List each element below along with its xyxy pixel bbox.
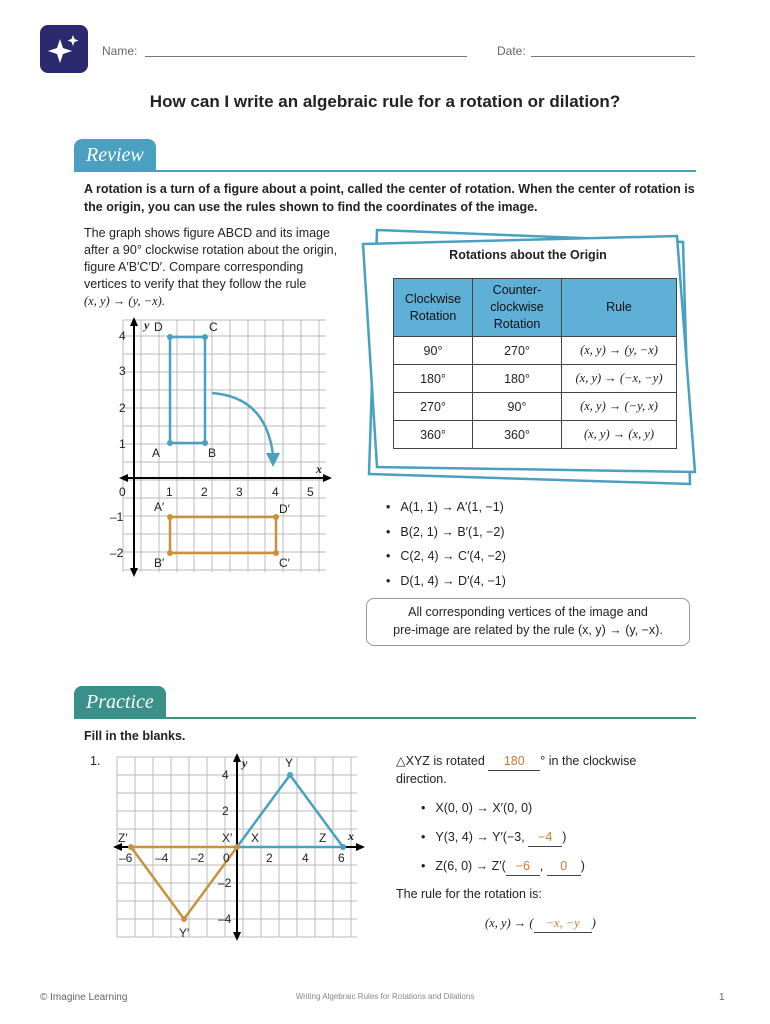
x-tick: –6 bbox=[119, 851, 133, 865]
list-item: X(0, 0) → X′(0, 0) bbox=[435, 801, 533, 815]
y-tick: 2 bbox=[222, 804, 229, 818]
x-tick: –4 bbox=[155, 851, 169, 865]
rule-text: (x, y) → ( bbox=[485, 916, 534, 930]
table-cell: 180° bbox=[394, 365, 473, 393]
practice-graph bbox=[112, 752, 367, 942]
note-line: pre-image are related by the rule (x, y) → (y, −x). bbox=[393, 623, 663, 637]
answer-rotation-degrees[interactable]: 180 bbox=[488, 753, 540, 771]
page-number: 1 bbox=[719, 992, 725, 1003]
list-item: • C(2, 4) → C′(4, −2) bbox=[386, 549, 506, 574]
footer-title: Writing Algebraic Rules for Rotations and Dilations bbox=[295, 992, 475, 1001]
table-cell: (x, y) → (x, y) bbox=[562, 421, 677, 449]
practice-item-y: • Y(3, 4) → Y′(−3, −4 ) bbox=[421, 829, 566, 847]
table-header: Counter-clockwise Rotation bbox=[473, 279, 562, 337]
note-line: All corresponding vertices of the image and bbox=[408, 605, 648, 619]
y-tick: 1 bbox=[119, 437, 126, 451]
rotations-table bbox=[393, 278, 677, 449]
table-title: Rotations about the Origin bbox=[449, 248, 607, 262]
question-number: 1. bbox=[90, 754, 101, 768]
table-cell: (x, y) → (−x, −y) bbox=[562, 365, 677, 393]
rule-prompt: The rule for the rotation is: bbox=[396, 887, 542, 901]
vertex-label-a-prime: A′ bbox=[154, 500, 165, 514]
rule-text: ) bbox=[591, 916, 596, 930]
question-text: △XYZ is rotated bbox=[396, 754, 485, 768]
table-header: Rule bbox=[562, 279, 677, 337]
answer-z-prime-x[interactable]: −6 bbox=[506, 858, 540, 876]
table-cell: 270° bbox=[473, 337, 562, 365]
graph-text-line: after a 90° clockwise rotation about the origin, bbox=[84, 243, 338, 257]
table-cell: 360° bbox=[394, 421, 473, 449]
name-field[interactable] bbox=[145, 44, 467, 57]
practice-tab: Practice bbox=[74, 686, 166, 718]
y-axis-label: y bbox=[242, 756, 248, 770]
x-tick: 0 bbox=[223, 851, 230, 865]
vertex-label-x: X bbox=[251, 831, 260, 845]
vertex-label-d: D bbox=[154, 320, 163, 334]
rotation-arrow bbox=[212, 393, 273, 455]
table-cell: 90° bbox=[473, 393, 562, 421]
x-tick: 4 bbox=[272, 485, 279, 499]
x-axis-label: x bbox=[316, 462, 322, 476]
item-text: , bbox=[539, 859, 544, 873]
vertex-label-d-prime: D′ bbox=[279, 502, 290, 516]
x-tick: 5 bbox=[307, 485, 314, 499]
vertex-label-c-prime: C′ bbox=[279, 556, 290, 570]
item-text: Z(6, 0) → Z′( bbox=[435, 859, 506, 873]
x-tick: 2 bbox=[201, 485, 208, 499]
y-tick: –4 bbox=[218, 912, 232, 926]
answer-z-prime-y[interactable]: 0 bbox=[547, 858, 581, 876]
vertex-label-a: A bbox=[152, 446, 161, 460]
vertex-label-x-prime: X′ bbox=[222, 831, 233, 845]
table-cell: 360° bbox=[473, 421, 562, 449]
y-tick: –1 bbox=[110, 510, 124, 524]
practice-divider bbox=[74, 717, 696, 719]
table-header: Clockwise Rotation bbox=[394, 279, 473, 337]
figure-abcd-image bbox=[170, 517, 276, 553]
vertex-label-z-prime: Z′ bbox=[118, 831, 128, 845]
y-tick: –2 bbox=[110, 546, 124, 560]
table-cell: 270° bbox=[394, 393, 473, 421]
footer-brand: © Imagine Learning bbox=[40, 992, 128, 1003]
y-tick: 3 bbox=[119, 364, 126, 378]
vertex-label-b: B bbox=[208, 446, 217, 460]
question-prompt bbox=[396, 753, 696, 788]
table-row bbox=[394, 365, 677, 393]
question-text: direction. bbox=[396, 772, 447, 786]
review-intro: A rotation is a turn of a figure about a point, called the center of rotation. When the center of rotation is the origin, you can use the rules shown to find the coordinates of the image. bbox=[84, 182, 695, 214]
answer-y-prime[interactable]: −4 bbox=[528, 829, 562, 847]
x-tick: –2 bbox=[191, 851, 205, 865]
vertex-label-c: C bbox=[209, 320, 218, 334]
y-tick: –2 bbox=[218, 876, 232, 890]
table-row bbox=[394, 337, 677, 365]
item-text: ) bbox=[562, 830, 567, 844]
x-tick: 2 bbox=[266, 851, 273, 865]
y-tick: 4 bbox=[222, 768, 229, 782]
table-cell: 180° bbox=[473, 365, 562, 393]
x-tick: 6 bbox=[338, 851, 345, 865]
table-row bbox=[394, 421, 677, 449]
vertex-label-b-prime: B′ bbox=[154, 556, 165, 570]
name-label: Name: bbox=[102, 44, 138, 58]
date-field[interactable] bbox=[531, 44, 695, 57]
table-cell: (x, y) → (−y, x) bbox=[562, 393, 677, 421]
item-text: Y(3, 4) → Y′(−3, bbox=[435, 830, 525, 844]
vertex-label-y: Y bbox=[285, 756, 294, 770]
list-item: • B(2, 1) → B′(1, −2) bbox=[386, 525, 506, 550]
graph-text-line: The graph shows figure ABCD and its image bbox=[84, 226, 330, 240]
list-item: • A(1, 1) → A′(1, −1) bbox=[386, 500, 506, 525]
practice-item-z: • Z(6, 0) → Z′( −6 , 0 ) bbox=[421, 858, 585, 876]
y-axis-label: y bbox=[144, 318, 150, 332]
x-tick: 4 bbox=[302, 851, 309, 865]
y-tick: 4 bbox=[119, 329, 126, 343]
rule-answer-line bbox=[485, 915, 596, 933]
review-graph bbox=[108, 315, 333, 580]
review-graph-text bbox=[84, 225, 374, 310]
y-tick: 2 bbox=[119, 401, 126, 415]
x-tick: 0 bbox=[119, 485, 126, 499]
vertex-label-y-prime: Y′ bbox=[179, 926, 190, 940]
answer-rule[interactable]: −x, −y bbox=[534, 915, 592, 933]
practice-item-x: • X(0, 0) → X′(0, 0) bbox=[421, 801, 533, 815]
date-label: Date: bbox=[497, 44, 526, 58]
table-cell: (x, y) → (y, −x) bbox=[562, 337, 677, 365]
vertex-label-z: Z bbox=[319, 831, 327, 845]
x-tick: 3 bbox=[236, 485, 243, 499]
graph-rule-text: (x, y) → (y, −x). bbox=[84, 294, 165, 308]
practice-instruction: Fill in the blanks. bbox=[84, 729, 186, 743]
table-row bbox=[394, 393, 677, 421]
graph-text-line: figure A′B′C′D′. Compare corresponding bbox=[84, 260, 304, 274]
x-axis-label: x bbox=[348, 829, 354, 843]
x-tick: 1 bbox=[166, 485, 173, 499]
sparkle-icon bbox=[40, 25, 88, 73]
item-text: ) bbox=[580, 859, 585, 873]
graph-text-line: vertices to verify that they follow the rule bbox=[84, 277, 307, 291]
page-title: How can I write an algebraic rule for a rotation or dilation? bbox=[149, 92, 621, 111]
table-cell: 90° bbox=[394, 337, 473, 365]
vertex-list bbox=[386, 500, 506, 598]
list-item: • D(1, 4) → D′(4, −1) bbox=[386, 574, 506, 599]
logo bbox=[40, 25, 88, 73]
review-tab: Review bbox=[74, 139, 156, 171]
summary-note bbox=[366, 598, 690, 646]
review-divider bbox=[74, 170, 696, 172]
question-text: ° in the clockwise bbox=[540, 754, 637, 768]
